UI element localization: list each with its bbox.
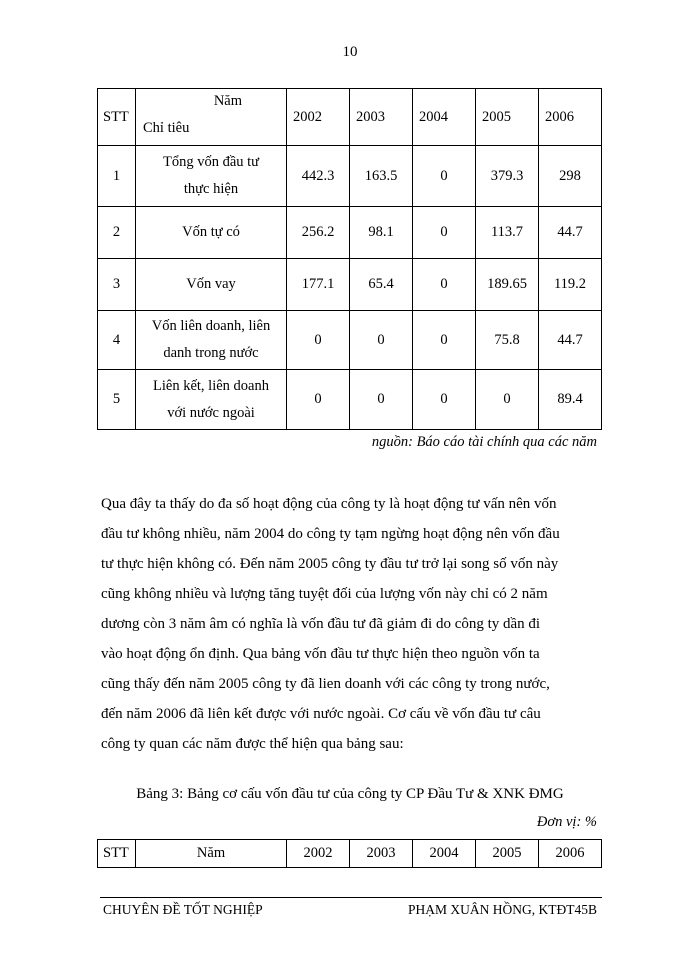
year-header: 2003 bbox=[350, 89, 413, 146]
value-cell: 89.4 bbox=[539, 370, 602, 430]
value-cell: 0 bbox=[413, 259, 476, 311]
indicator-cell bbox=[136, 146, 287, 207]
table-header-row bbox=[98, 89, 602, 146]
value-cell: 0 bbox=[413, 207, 476, 259]
paragraph-line: tư thực hiện không có. Đến năm 2005 công ty đầu tư trở lại song số vốn này bbox=[101, 556, 559, 572]
indicator-cell bbox=[136, 207, 287, 259]
footer-divider bbox=[100, 897, 602, 898]
stt-cell: 4 bbox=[98, 311, 136, 370]
paragraph-line: đầu tư không nhiều, năm 2004 do công ty tạm ngừng hoạt động nên vốn đầu bbox=[101, 526, 560, 542]
value-cell: 298 bbox=[539, 146, 602, 207]
value-cell: 163.5 bbox=[350, 146, 413, 207]
value-cell: 0 bbox=[287, 311, 350, 370]
value-cell: 256.2 bbox=[287, 207, 350, 259]
value-cell: 0 bbox=[413, 146, 476, 207]
paragraph-line: Qua đây ta thấy do đa số hoạt động của công ty là hoạt động tư vấn nên vốn bbox=[101, 496, 557, 512]
value-cell: 65.4 bbox=[350, 259, 413, 311]
indicator-line: Vốn liên doanh, liên bbox=[151, 318, 271, 334]
year-header: 2006 bbox=[539, 840, 602, 868]
year-header: 2003 bbox=[350, 840, 413, 868]
page-number: 10 bbox=[342, 44, 358, 60]
footer-title: CHUYÊN ĐỀ TỐT NGHIỆP bbox=[103, 902, 263, 917]
table-row bbox=[98, 146, 602, 207]
value-cell: 75.8 bbox=[476, 311, 539, 370]
year-header: 2005 bbox=[476, 89, 539, 146]
indicator-cell bbox=[136, 259, 287, 311]
year-header: 2004 bbox=[413, 840, 476, 868]
paragraph-line: cũng không nhiều và lượng tăng tuyệt đối của lượng vốn này chỉ có 2 năm bbox=[101, 586, 548, 602]
indicator-line: Tổng vốn đầu tư bbox=[162, 154, 260, 170]
value-cell: 379.3 bbox=[476, 146, 539, 207]
body-paragraph bbox=[101, 489, 599, 759]
table-caption: Bảng 3: Bảng cơ cấu vốn đầu tư của công ty CP Đầu Tư & XNK ĐMG bbox=[136, 786, 564, 802]
capital-structure-table bbox=[97, 839, 602, 868]
table-row bbox=[98, 207, 602, 259]
paragraph-line: đến năm 2006 đã liên kết được với nước ngoài. Cơ cấu về vốn đầu tư câu bbox=[101, 706, 541, 722]
value-cell: 177.1 bbox=[287, 259, 350, 311]
stt-cell: 3 bbox=[98, 259, 136, 311]
table-row bbox=[98, 370, 602, 430]
indicator-cell bbox=[136, 311, 287, 370]
stt-cell: 2 bbox=[98, 207, 136, 259]
value-cell: 44.7 bbox=[539, 311, 602, 370]
value-cell: 44.7 bbox=[539, 207, 602, 259]
stt-cell: 5 bbox=[98, 370, 136, 430]
indicator-line: với nước ngoài bbox=[167, 404, 255, 421]
unit-note: Đơn vị: % bbox=[536, 814, 597, 830]
investment-capital-table bbox=[97, 88, 602, 430]
stt-header: STT bbox=[98, 840, 136, 868]
paragraph-line: vào hoạt động ổn định. Qua bảng vốn đầu tư thực hiện theo nguồn vốn ta bbox=[101, 646, 540, 662]
value-cell: 0 bbox=[413, 311, 476, 370]
paragraph-line: công ty quan các năm được thể hiện qua bảng sau: bbox=[101, 736, 404, 752]
year-header-label: Năm bbox=[213, 93, 242, 109]
value-cell: 113.7 bbox=[476, 207, 539, 259]
indicator-line: Liên kết, liên doanh bbox=[153, 377, 269, 394]
value-cell: 0 bbox=[350, 370, 413, 430]
stt-cell: 1 bbox=[98, 146, 136, 207]
indicator-line: Vốn vay bbox=[186, 276, 236, 292]
year-header: 2004 bbox=[413, 89, 476, 146]
stt-header: STT bbox=[98, 89, 136, 146]
indicator-cell bbox=[136, 370, 287, 430]
paragraph-line: dương còn 3 năm âm có nghĩa là vốn đầu tư đã giảm đi do công ty dần đi bbox=[101, 616, 541, 632]
value-cell: 0 bbox=[350, 311, 413, 370]
value-cell: 119.2 bbox=[539, 259, 602, 311]
year-indicator-header bbox=[136, 89, 287, 146]
indicator-line: Vốn tự có bbox=[182, 224, 240, 240]
value-cell: 442.3 bbox=[287, 146, 350, 207]
value-cell: 0 bbox=[476, 370, 539, 430]
value-cell: 0 bbox=[413, 370, 476, 430]
table-row bbox=[98, 311, 602, 370]
table-header-row bbox=[98, 840, 602, 868]
indicator-line: danh trong nước bbox=[163, 345, 259, 361]
year-header: 2005 bbox=[476, 840, 539, 868]
table-row bbox=[98, 259, 602, 311]
year-header: 2006 bbox=[539, 89, 602, 146]
year-header: 2002 bbox=[287, 89, 350, 146]
footer-author: PHẠM XUÂN HỒNG, KTĐT45B bbox=[408, 902, 597, 917]
indicator-header-label: Chỉ tiêu bbox=[143, 120, 190, 136]
year-header: 2002 bbox=[287, 840, 350, 868]
value-cell: 0 bbox=[287, 370, 350, 430]
indicator-line: thực hiện bbox=[183, 181, 239, 197]
paragraph-line: cũng thấy đến năm 2005 công ty đã lien doanh với các công ty trong nước, bbox=[101, 676, 550, 692]
value-cell: 189.65 bbox=[476, 259, 539, 311]
source-note: nguồn: Báo cáo tài chính qua các năm bbox=[371, 434, 597, 450]
value-cell: 98.1 bbox=[350, 207, 413, 259]
year-header-label: Năm bbox=[136, 840, 287, 868]
